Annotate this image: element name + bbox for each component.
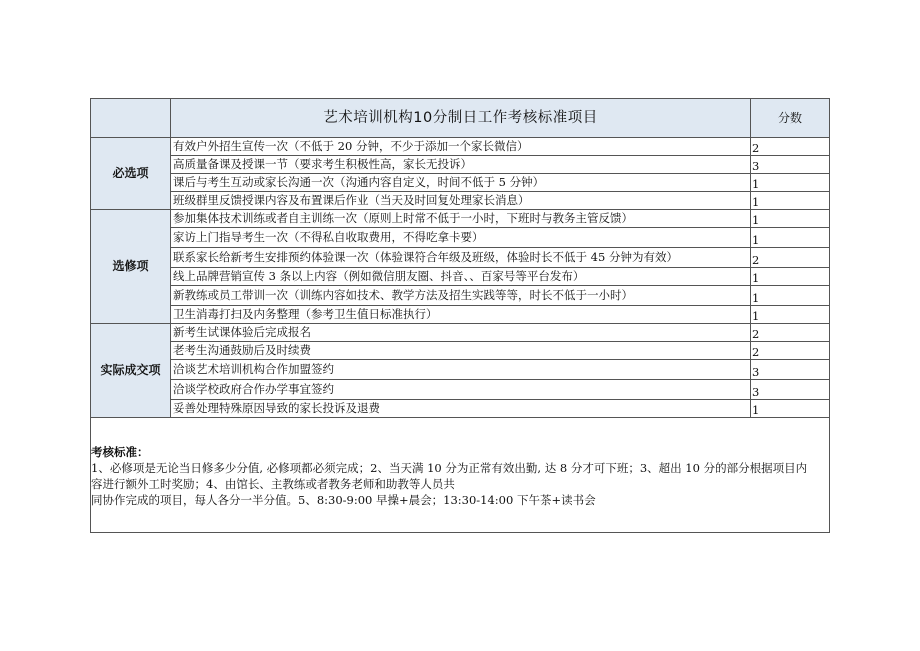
notes-line: 同协作完成的项目，每人各分一半分值。5、8:30-9:00 早操+晨会；13:30-14:00 下午茶+读书会 — [91, 493, 596, 507]
table-row — [91, 380, 830, 400]
item-text: 参加集体技术训练或者自主训练一次（原则上时常不低于一小时，下班时与教务主管反馈） — [171, 210, 751, 228]
table-row — [91, 342, 830, 360]
item-score: 3 — [751, 156, 830, 174]
item-text: 卫生消毒打扫及内务整理（参考卫生值日标准执行） — [171, 306, 751, 324]
notes-line: 1、必修项是无论当日修多少分值, 必修项都必须完成；2、当天满 10 分为正常有效出勤, 达 8 分才可下班；3、超出 10 分的部分根据项目内 — [91, 461, 808, 475]
item-score: 1 — [751, 268, 830, 286]
item-text: 洽谈艺术培训机构合作加盟签约 — [171, 360, 751, 380]
item-text: 班级群里反馈授课内容及布置课后作业（当天及时回复处理家长消息） — [171, 192, 751, 210]
category-elective: 选修项 — [91, 210, 171, 324]
table-row — [91, 174, 830, 192]
table-row — [91, 210, 830, 228]
item-score: 1 — [751, 174, 830, 192]
notes-row — [91, 418, 830, 533]
item-text: 妥善处理特殊原因导致的家长投诉及退费 — [171, 400, 751, 418]
item-text: 新考生试课体验后完成报名 — [171, 324, 751, 342]
item-score: 2 — [751, 138, 830, 156]
assessment-table — [90, 98, 830, 533]
item-text: 洽谈学校政府合作办学事宜签约 — [171, 380, 751, 400]
table-title: 艺术培训机构10分制日工作考核标准项目 — [171, 99, 751, 138]
item-score: 1 — [751, 228, 830, 248]
table-row — [91, 324, 830, 342]
item-text: 新教练或员工带训一次（训练内容如技术、教学方法及招生实践等等，时长不低于一小时） — [171, 286, 751, 306]
item-score: 2 — [751, 342, 830, 360]
item-score: 3 — [751, 360, 830, 380]
item-text: 有效户外招生宣传一次（不低于 20 分钟，不少于添加一个家长微信） — [171, 138, 751, 156]
item-text: 课后与考生互动或家长沟通一次（沟通内容自定义，时间不低于 5 分钟） — [171, 174, 751, 192]
item-score: 2 — [751, 324, 830, 342]
table-row — [91, 268, 830, 286]
item-score: 2 — [751, 248, 830, 268]
table-row — [91, 286, 830, 306]
item-score: 3 — [751, 380, 830, 400]
score-column-header: 分数 — [751, 99, 830, 138]
item-score: 1 — [751, 286, 830, 306]
item-score: 1 — [751, 192, 830, 210]
category-deal: 实际成交项 — [91, 324, 171, 418]
item-score: 1 — [751, 400, 830, 418]
table-row — [91, 306, 830, 324]
table-row — [91, 192, 830, 210]
item-score: 1 — [751, 210, 830, 228]
table-row — [91, 156, 830, 174]
item-text: 老考生沟通鼓励后及时续费 — [171, 342, 751, 360]
item-text: 联系家长给新考生安排预约体验课一次（体验课符合年级及班级，体验时长不低于 45 分钟为有效） — [171, 248, 751, 268]
table-row — [91, 248, 830, 268]
item-text: 高质量备课及授课一节（要求考生积极性高，家长无投诉） — [171, 156, 751, 174]
header-blank-cell — [91, 99, 171, 138]
item-text: 家访上门指导考生一次（不得私自收取费用，不得吃拿卡要） — [171, 228, 751, 248]
table-row — [91, 400, 830, 418]
header-row — [91, 99, 830, 138]
table-row — [91, 228, 830, 248]
category-required: 必选项 — [91, 138, 171, 210]
notes-cell — [91, 418, 830, 533]
table-row — [91, 360, 830, 380]
notes-title: 考核标准： — [91, 445, 149, 459]
notes-line: 容进行额外工时奖励；4、由馆长、主教练或者教务老师和助教等人员共 — [91, 477, 455, 491]
table-row — [91, 138, 830, 156]
item-text: 线上品牌营销宣传 3 条以上内容（例如微信朋友圈、抖音、、百家号等平台发布） — [171, 268, 751, 286]
assessment-sheet — [90, 98, 829, 533]
item-score: 1 — [751, 306, 830, 324]
